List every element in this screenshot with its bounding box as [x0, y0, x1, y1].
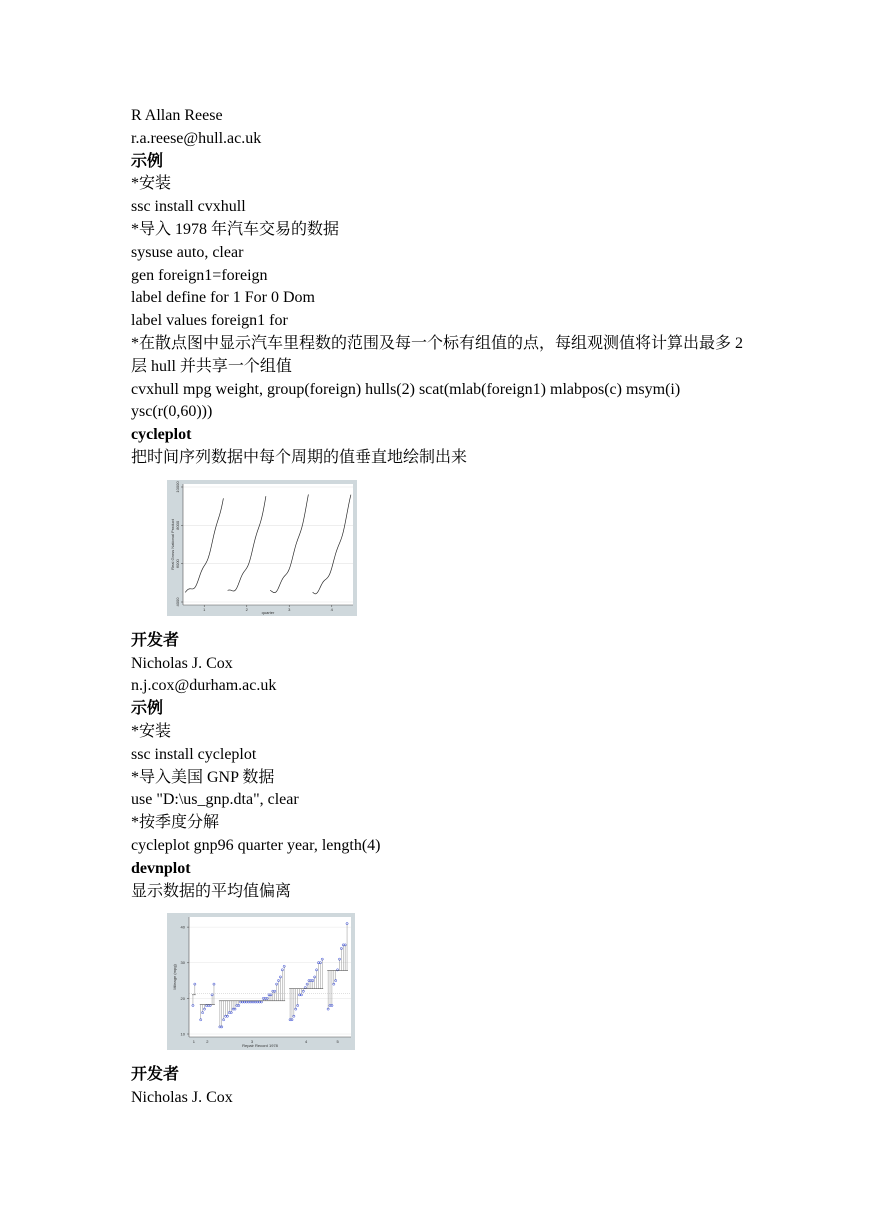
x-axis-label: Repair Record 1978	[242, 1043, 278, 1049]
code-comment: *导入 1978 年汽车交易的数据	[131, 220, 340, 238]
developer-name: Nicholas J. Cox	[131, 654, 233, 672]
y-tick-label: 10	[180, 1031, 185, 1037]
code-comment: *按季度分解	[131, 814, 220, 832]
developer-heading: 开发者	[131, 1066, 180, 1084]
document-content	[131, 105, 751, 1110]
y-tick-label: 6000	[175, 558, 180, 568]
code-line: ssc install cycleplot	[131, 745, 257, 763]
author-email: r.a.reese@hull.ac.uk	[131, 129, 262, 147]
x-tick-label: 1	[203, 606, 206, 612]
code-line: label define for 1 For 0 Dom	[131, 289, 315, 307]
x-tick-label: 1	[192, 1039, 196, 1045]
developer-name: Nicholas J. Cox	[131, 1089, 233, 1107]
code-line: gen foreign1=foreign	[131, 266, 268, 284]
x-tick-label: 2	[206, 1039, 209, 1045]
author-name: R Allan Reese	[131, 107, 223, 124]
plot-area	[183, 484, 353, 605]
example-heading: 示例	[131, 700, 164, 718]
command-heading-cycleplot: cycleplot	[131, 426, 192, 444]
developer-email: n.j.cox@durham.ac.uk	[131, 677, 277, 695]
command-heading-devnplot: devnplot	[131, 859, 191, 877]
command-description: 把时间序列数据中每个周期的值垂直地绘制出来	[131, 448, 468, 466]
code-comment: *在散点图中显示汽车里程数的范围及每一个标有组值的点，每组观测值将计算出最多 2 层 hull 并共享一个组值	[131, 334, 744, 375]
y-axis-label: Mileage (mpg)	[172, 964, 177, 991]
x-tick-label: 5	[336, 1039, 339, 1045]
code-comment: *安装	[131, 175, 172, 193]
code-line: cvxhull mpg weight, group(foreign) hulls(2) scat(mlab(foreign1) mlabpos(c) msym(i) ysc(r(0,60)))	[131, 380, 681, 421]
devnplot-chart	[167, 913, 355, 1050]
developer-heading: 开发者	[131, 631, 180, 649]
code-line: use "D:\us_gnp.dta", clear	[131, 791, 299, 809]
y-tick-label: 30	[180, 960, 185, 966]
x-tick-label: 3	[250, 1039, 254, 1045]
x-tick-label: 4	[305, 1039, 308, 1045]
y-tick-label: 8000	[175, 520, 180, 530]
code-comment: *安装	[131, 722, 172, 740]
y-tick-label: 40	[180, 924, 185, 930]
code-line: cycleplot gnp96 quarter year, length(4)	[131, 836, 381, 854]
code-line: label values foreign1 for	[131, 312, 288, 330]
command-description: 显示数据的平均值偏离	[131, 882, 292, 900]
x-axis-label: quarter	[261, 609, 275, 615]
y-tick-label: 10000	[175, 481, 180, 493]
plot-area	[189, 917, 351, 1037]
code-comment: *导入美国 GNP 数据	[131, 768, 275, 786]
y-tick-label: 20	[180, 996, 185, 1002]
x-tick-label: 2	[245, 606, 248, 612]
x-tick-label: 3	[288, 606, 291, 612]
code-line: ssc install cvxhull	[131, 198, 246, 216]
code-line: sysuse auto, clear	[131, 243, 244, 261]
devnplot-figure	[167, 913, 751, 1050]
cycleplot-chart	[167, 480, 357, 616]
y-axis-label: Real Gross National Product	[170, 518, 175, 570]
cycleplot-figure	[167, 480, 751, 616]
x-tick-label: 4	[330, 606, 333, 612]
example-heading: 示例	[131, 152, 164, 170]
y-tick-label: 4000	[175, 597, 180, 607]
